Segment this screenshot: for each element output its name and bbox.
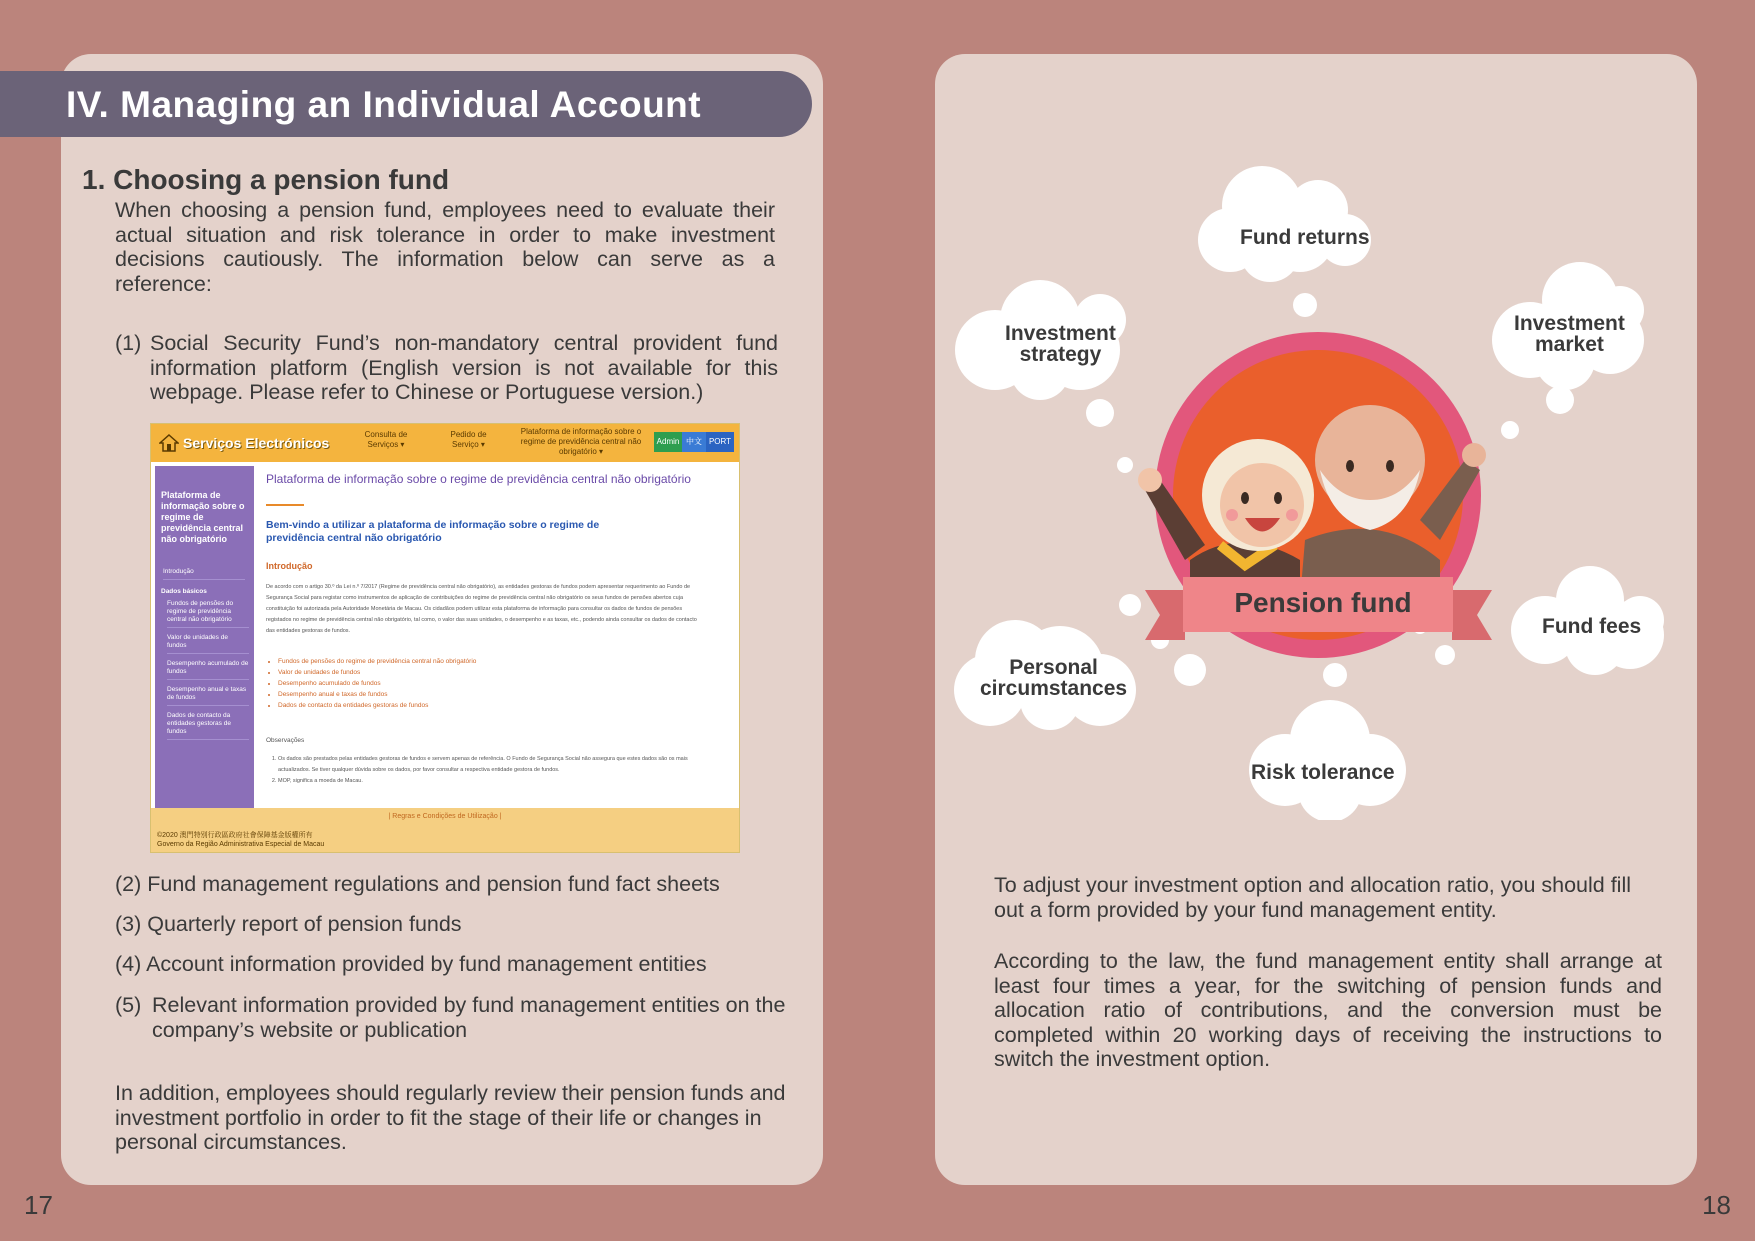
screenshot-link: • Fundos de pensões do regime de previdência central não obrigatório xyxy=(278,656,476,667)
screenshot-sidebar-item: Desempenho acumulado de fundos xyxy=(167,660,249,680)
website-screenshot xyxy=(150,423,740,853)
closing-paragraph: In addition, employees should regularly review their pension funds and investment portfolio in order to fit the stage of their life or changes in personal circumstances. xyxy=(115,1081,786,1154)
chapter-banner xyxy=(0,71,812,137)
label-fund-fees: Fund fees xyxy=(1542,615,1642,638)
house-logo-icon xyxy=(159,433,179,453)
label-pension-fund: Pension fund xyxy=(1234,587,1412,618)
item5-number: (5) xyxy=(115,993,142,1017)
screenshot-menu-pedido: Pedido de Serviço ▾ xyxy=(450,430,487,449)
screenshot-welcome: Bem-vindo a utilizar a plataforma de informação sobre o regime de previdência central não obrigatório xyxy=(266,519,600,544)
label-line: market xyxy=(1534,333,1604,356)
screenshot-navbar xyxy=(151,424,739,462)
screenshot-sidebar-item: Desempenho anual e taxas de fundos xyxy=(167,686,249,706)
screenshot-note: 1. Os dados são prestados pelas entidades gestoras de fundos e servem apenas de referência. O Fundo de Segurança Social não assegura que estes dados são os mais actualizados. Se tiver qualquer dúvida sobre os dados, por favor consultar a respectiva entidade gestora de fundos. xyxy=(278,754,688,776)
label-investment-strategy xyxy=(1005,323,1116,365)
label-line: circumstances xyxy=(980,677,1128,700)
screenshot-observations-label: Observações xyxy=(266,737,305,744)
screenshot-footer-links: | Regras e Condições de Utilização | xyxy=(388,813,502,820)
screenshot-menu-consulta: Consulta de Serviços ▾ xyxy=(364,430,408,449)
screenshot-link-list xyxy=(278,656,476,711)
item2-text: (2) Fund management regulations and pension fund fact sheets xyxy=(115,872,720,896)
right-paragraph-2: According to the law, the fund management entity shall arrange at least four times a year, for the switching of pension funds and allocation ratio of contributions, and the conversion must be completed within 20 working days of receiving the instructions to switch the investment option. xyxy=(994,949,1662,1071)
screenshot-sidebar-title: Plataforma de informação sobre o regime de previdência central não obrigatório xyxy=(161,490,245,544)
item1-text: Social Security Fund’s non-mandatory central provident fund information platform (English version is not available for this webpage. Please refer to Chinese or Portuguese version.) xyxy=(150,331,778,404)
cloud-fund-returns xyxy=(1198,166,1371,282)
screenshot-heading: Plataforma de informação sobre o regime de previdência central não obrigatório xyxy=(266,472,691,486)
label-investment-market xyxy=(1514,313,1625,355)
intro-paragraph: When choosing a pension fund, employees need to evaluate their actual situation and risk tolerance in order to make investment decisions cautiously. The information below can serve as a reference: xyxy=(115,198,775,296)
label-risk-tolerance: Risk tolerance xyxy=(1251,761,1395,784)
screenshot-intro-heading: Introdução xyxy=(266,561,313,571)
item5-text: Relevant information provided by fund management entities on the company’s website or publication xyxy=(152,993,786,1042)
cloud-risk-tolerance xyxy=(1249,700,1406,820)
screenshot-note: 2. MOP, significa a moeda de Macau. xyxy=(278,776,688,787)
screenshot-link: • Valor de unidades de fundos xyxy=(278,667,476,678)
screenshot-link: • Dados de contacto da entidades gestoras de fundos xyxy=(278,700,476,711)
screenshot-sidebar-item: Dados de contacto da entidades gestoras de fundos xyxy=(167,712,249,740)
screenshot-sidebar-item: Valor de unidades de fundos xyxy=(167,634,249,654)
screenshot-btn-port: PORT xyxy=(706,432,734,452)
screenshot-menu-plataforma: Plataforma de informação sobre o regime de previdência central não obrigatório ▾ xyxy=(520,427,642,456)
label-line: Investment xyxy=(1514,312,1625,335)
pension-fund-illustration xyxy=(935,150,1697,820)
label-line: Personal xyxy=(1009,656,1098,679)
section-title: 1. Choosing a pension fund xyxy=(82,164,450,195)
label-fund-returns: Fund returns xyxy=(1240,226,1370,249)
screenshot-sidebar-item: Dados básicos xyxy=(161,588,207,595)
right-paragraph-1: To adjust your investment option and allocation ratio, you should fill out a form provided by your fund management entity. xyxy=(994,873,1632,922)
screenshot-btn-chinese: 中文 xyxy=(682,432,706,452)
screenshot-sidebar-item: Fundos de pensões do regime de previdência central não obrigatório xyxy=(167,600,249,628)
screenshot-government: Governo da Região Administrativa Especial de Macau xyxy=(157,841,325,848)
label-personal-circumstances xyxy=(980,657,1127,699)
screenshot-link: • Desempenho anual e taxas de fundos xyxy=(278,689,476,700)
item4-text: (4) Account information provided by fund management entities xyxy=(115,952,707,976)
item1-number: (1) xyxy=(115,331,142,355)
label-line: strategy xyxy=(1019,343,1102,366)
screenshot-heading-rule xyxy=(266,504,304,506)
screenshot-notes xyxy=(278,754,688,787)
screenshot-link: • Desempenho acumulado de fundos xyxy=(278,678,476,689)
label-line: Investment xyxy=(1005,322,1116,345)
item3-text: (3) Quarterly report of pension funds xyxy=(115,912,462,936)
screenshot-sidebar-item: Introdução xyxy=(163,568,245,580)
page-number-right: 18 xyxy=(1702,1190,1731,1220)
screenshot-btn-admin: Admin xyxy=(654,432,682,452)
screenshot-copyright: ©2020 澳門特別行政區政府社會保障基金版權所有 xyxy=(157,832,313,839)
screenshot-footer xyxy=(151,808,739,853)
chapter-title: IV. Managing an Individual Account xyxy=(66,84,702,125)
page-number-left: 17 xyxy=(24,1190,53,1220)
screenshot-sidebar xyxy=(155,466,254,808)
screenshot-logo-text: Serviços Electrónicos xyxy=(183,435,330,451)
screenshot-paragraph: De acordo com o artigo 30.º da Lei n.º 7/2017 (Regime de previdência central não obrigatório), as entidades gestoras de fundos podem apresentar requerimento ao Fundo de Segurança Social para registar como instrumentos de aplicação de contribuições do regime de previdência central não obrigatório os seus fundos de pensões abertos cuja constituição foi autorizada pela Autoridade Monetária de Macau. Os cidadãos podem utilizar esta plataforma de informação para consultar os dados de fundos de pensões registados no regime de previdência central não obrigatório, tal como, o valor das suas unidades, o desempenho e as taxas, etc., podendo ainda consultar os dados de contacto das entidades gestoras de fundos. xyxy=(266,584,697,634)
